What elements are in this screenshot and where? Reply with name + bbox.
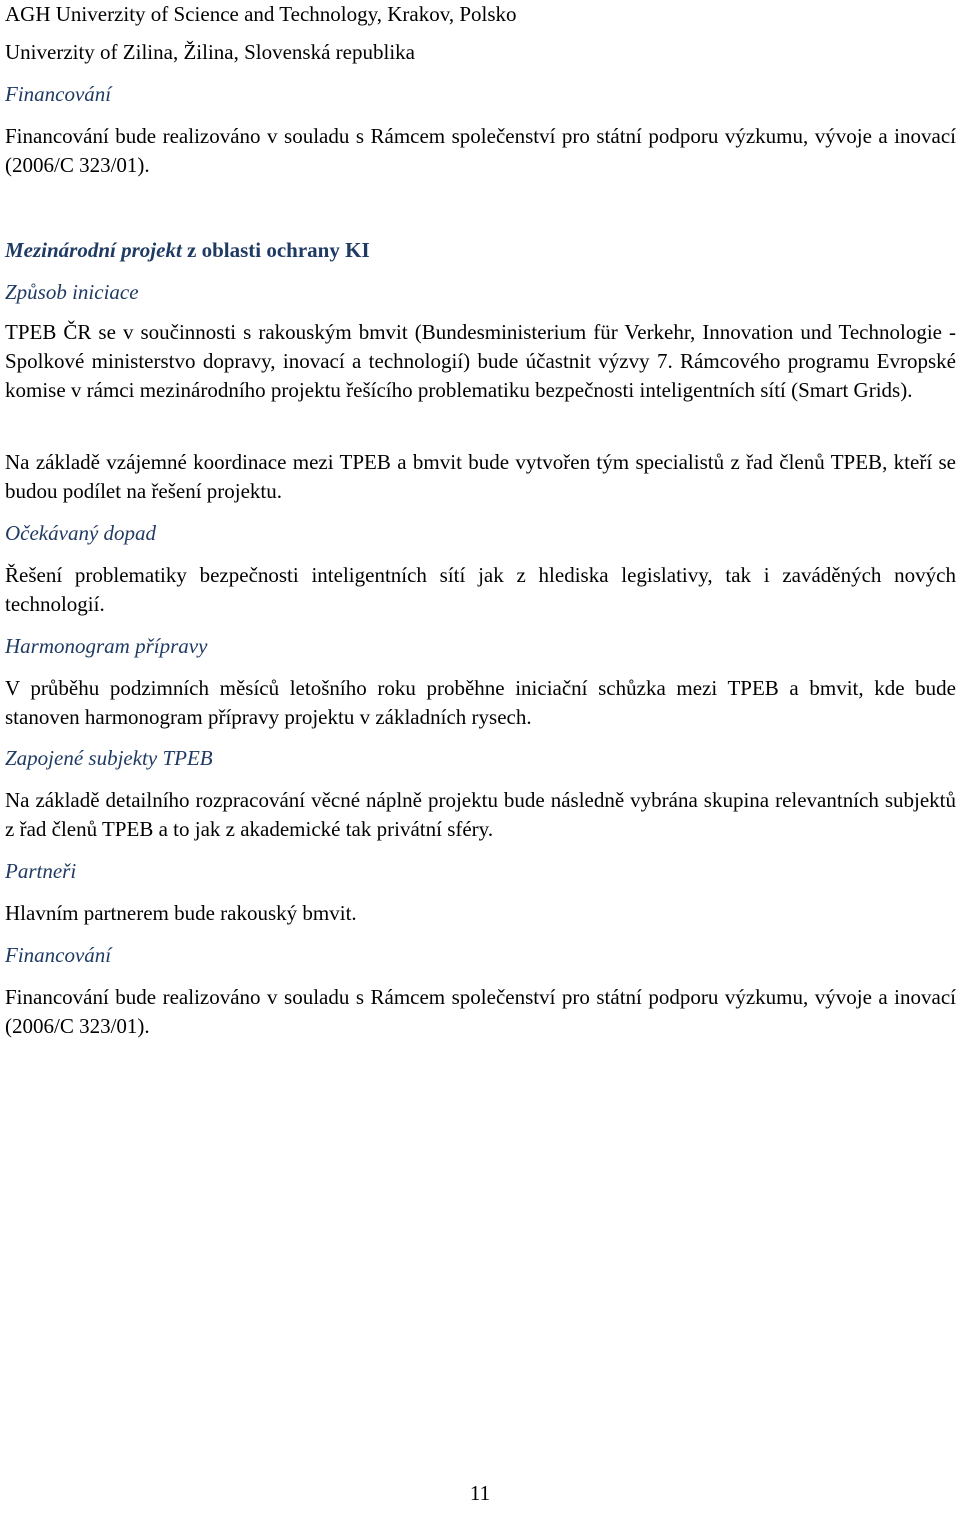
financing-heading-top: Financování bbox=[5, 82, 112, 106]
financing-heading-bottom: Financování bbox=[5, 943, 112, 967]
initiation-paragraph-1: TPEB ČR se v součinnosti s rakouským bmvit (Bundesministerium für Verkehr, Innovation und Technologie - Spolkové ministerstvo dopravy, inovací a technologií) bude účastnit výzvy 7. Rámcového programu Evropské komise v rámci mezinárodního projektu řešícího problematiku bezpečnosti inteligentních sítí (Smart Grids). bbox=[5, 320, 956, 402]
financing-text-top: Financování bude realizováno v souladu s Rámcem společenství pro státní podporu výzkumu, vývoje a inovací (2006/C 323/01). bbox=[5, 124, 956, 177]
project-title bbox=[5, 236, 956, 265]
project-title-italic: Mezinárodní projekt bbox=[5, 238, 182, 262]
schedule-text: V průběhu podzimních měsíců letošního roku proběhne iniciační schůzka mezi TPEB a bmvit, kde bude stanoven harmonogram přípravy projektu v základních rysech. bbox=[5, 676, 956, 729]
impact-text: Řešení problematiky bezpečnosti inteligentních sítí jak z hlediska legislativy, tak i zaváděných nových technologií. bbox=[5, 563, 956, 616]
partners-text: Hlavním partnerem bude rakouský bmvit. bbox=[5, 901, 357, 925]
subjects-text: Na základě detailního rozpracování věcné náplně projektu bude následně vybrána skupina relevantních subjektů z řad členů TPEB a to jak z akademické tak privátní sféry. bbox=[5, 788, 956, 841]
subjects-heading: Zapojené subjekty TPEB bbox=[5, 746, 213, 770]
impact-heading: Očekávaný dopad bbox=[5, 521, 157, 545]
page-number: 11 bbox=[469, 1481, 491, 1505]
schedule-heading: Harmonogram přípravy bbox=[5, 634, 208, 658]
initiation-paragraph-2: Na základě vzájemné koordinace mezi TPEB a bmvit bude vytvořen tým specialistů z řad členů TPEB, kteří se budou podílet na řešení projektu. bbox=[5, 450, 956, 503]
university-line-1: AGH Univerzity of Science and Technology, Krakov, Polsko bbox=[5, 2, 517, 26]
partners-heading: Partneři bbox=[5, 859, 77, 883]
financing-text-bottom: Financování bude realizováno v souladu s Rámcem společenství pro státní podporu výzkumu, vývoje a inovací (2006/C 323/01). bbox=[5, 985, 956, 1038]
university-line-2: Univerzity of Zilina, Žilina, Slovenská republika bbox=[5, 40, 415, 64]
project-title-rest: z oblasti ochrany KI bbox=[181, 238, 370, 262]
initiation-heading: Způsob iniciace bbox=[5, 280, 139, 304]
